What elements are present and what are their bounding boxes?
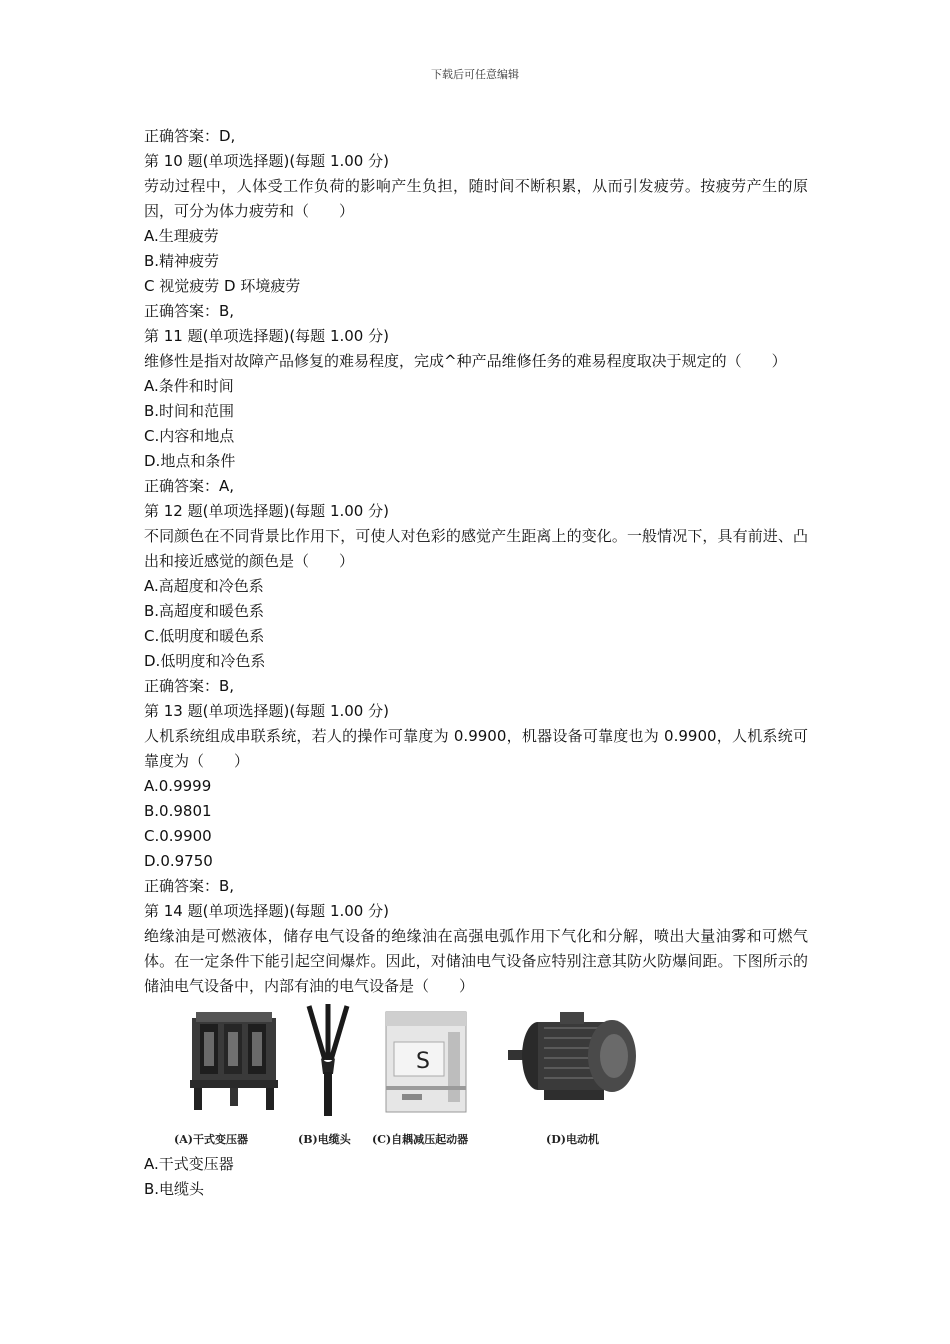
question-title-14: 第 14 题(单项选择题)(每题 1.00 分) [144, 902, 389, 920]
question-stem-13: 人机系统组成串联系统，若人的操作可靠度为 0.9900，机器设备可靠度也为 0.9900，人机系统可靠度为（ ） [144, 727, 808, 770]
equipment-figure [168, 1002, 668, 1152]
option-10-a: A.生理疲劳 [144, 227, 219, 245]
answer-q10: 正确答案：B, [144, 302, 235, 320]
answer-q12: 正确答案：B, [144, 677, 235, 695]
option-14-b: B.电缆头 [144, 1180, 205, 1198]
cable-head-image [303, 1002, 353, 1128]
caption-b: (B)电缆头 [298, 1133, 351, 1146]
option-13-d: D.0.9750 [144, 852, 213, 870]
option-11-c: C.内容和地点 [144, 427, 235, 445]
page-header: 下载后可任意编辑 [431, 68, 519, 81]
answer-q13: 正确答案：B, [144, 877, 235, 895]
option-12-a: A.高超度和冷色系 [144, 577, 264, 595]
question-stem-14: 绝缘油是可燃液体，储存电气设备的绝缘油在高强电弧作用下气化和分解，喷出大量油雾和可燃气体。在一定条件下能引起空间爆炸。因此，对储油电气设备应特别注意其防火防爆间距。下图所示的储油电气设备中，内部有油的电气设备是（ ） [144, 927, 808, 995]
motor-image [508, 1002, 643, 1128]
answer-q11: 正确答案：A, [144, 477, 235, 495]
option-13-b: B.0.9801 [144, 802, 212, 820]
question-stem-10: 劳动过程中，人体受工作负荷的影响产生负担，随时间不断积累，从而引发疲劳。按疲劳产生的原因，可分为体力疲劳和（ ） [144, 177, 808, 220]
option-11-d: D.地点和条件 [144, 452, 236, 470]
option-14-a: A.干式变压器 [144, 1155, 234, 1173]
question-title-13: 第 13 题(单项选择题)(每题 1.00 分) [144, 702, 389, 720]
document-body [144, 124, 808, 1202]
option-12-d: D.低明度和冷色系 [144, 652, 266, 670]
option-13-a: A.0.9999 [144, 777, 212, 795]
option-10-cd: C 视觉疲劳 D 环境疲劳 [144, 277, 301, 295]
caption-a: (A)干式变压器 [174, 1133, 248, 1146]
svg-text:S: S [416, 1049, 430, 1074]
option-12-c: C.低明度和暖色系 [144, 627, 265, 645]
question-title-10: 第 10 题(单项选择题)(每题 1.00 分) [144, 152, 389, 170]
transformer-image [178, 1002, 288, 1128]
question-stem-12: 不同颜色在不同背景比作用下，可使人对色彩的感觉产生距离上的变化。一般情况下，具有前进、凸出和接近感觉的颜色是（ ） [144, 527, 808, 570]
option-12-b: B.高超度和暖色系 [144, 602, 265, 620]
option-11-b: B.时间和范围 [144, 402, 235, 420]
caption-d: (D)电动机 [546, 1133, 599, 1146]
option-11-a: A.条件和时间 [144, 377, 234, 395]
answer-q9: 正确答案：D, [144, 127, 236, 145]
starter-image [376, 1002, 476, 1128]
question-title-12: 第 12 题(单项选择题)(每题 1.00 分) [144, 502, 389, 520]
caption-c: (C)自耦减压起动器 [372, 1133, 469, 1146]
question-title-11: 第 11 题(单项选择题)(每题 1.00 分) [144, 327, 389, 345]
option-13-c: C.0.9900 [144, 827, 212, 845]
option-10-b: B.精神疲劳 [144, 252, 220, 270]
question-stem-11: 维修性是指对故障产品修复的难易程度，完成^种产品维修任务的难易程度取决于规定的（ ） [144, 352, 787, 370]
